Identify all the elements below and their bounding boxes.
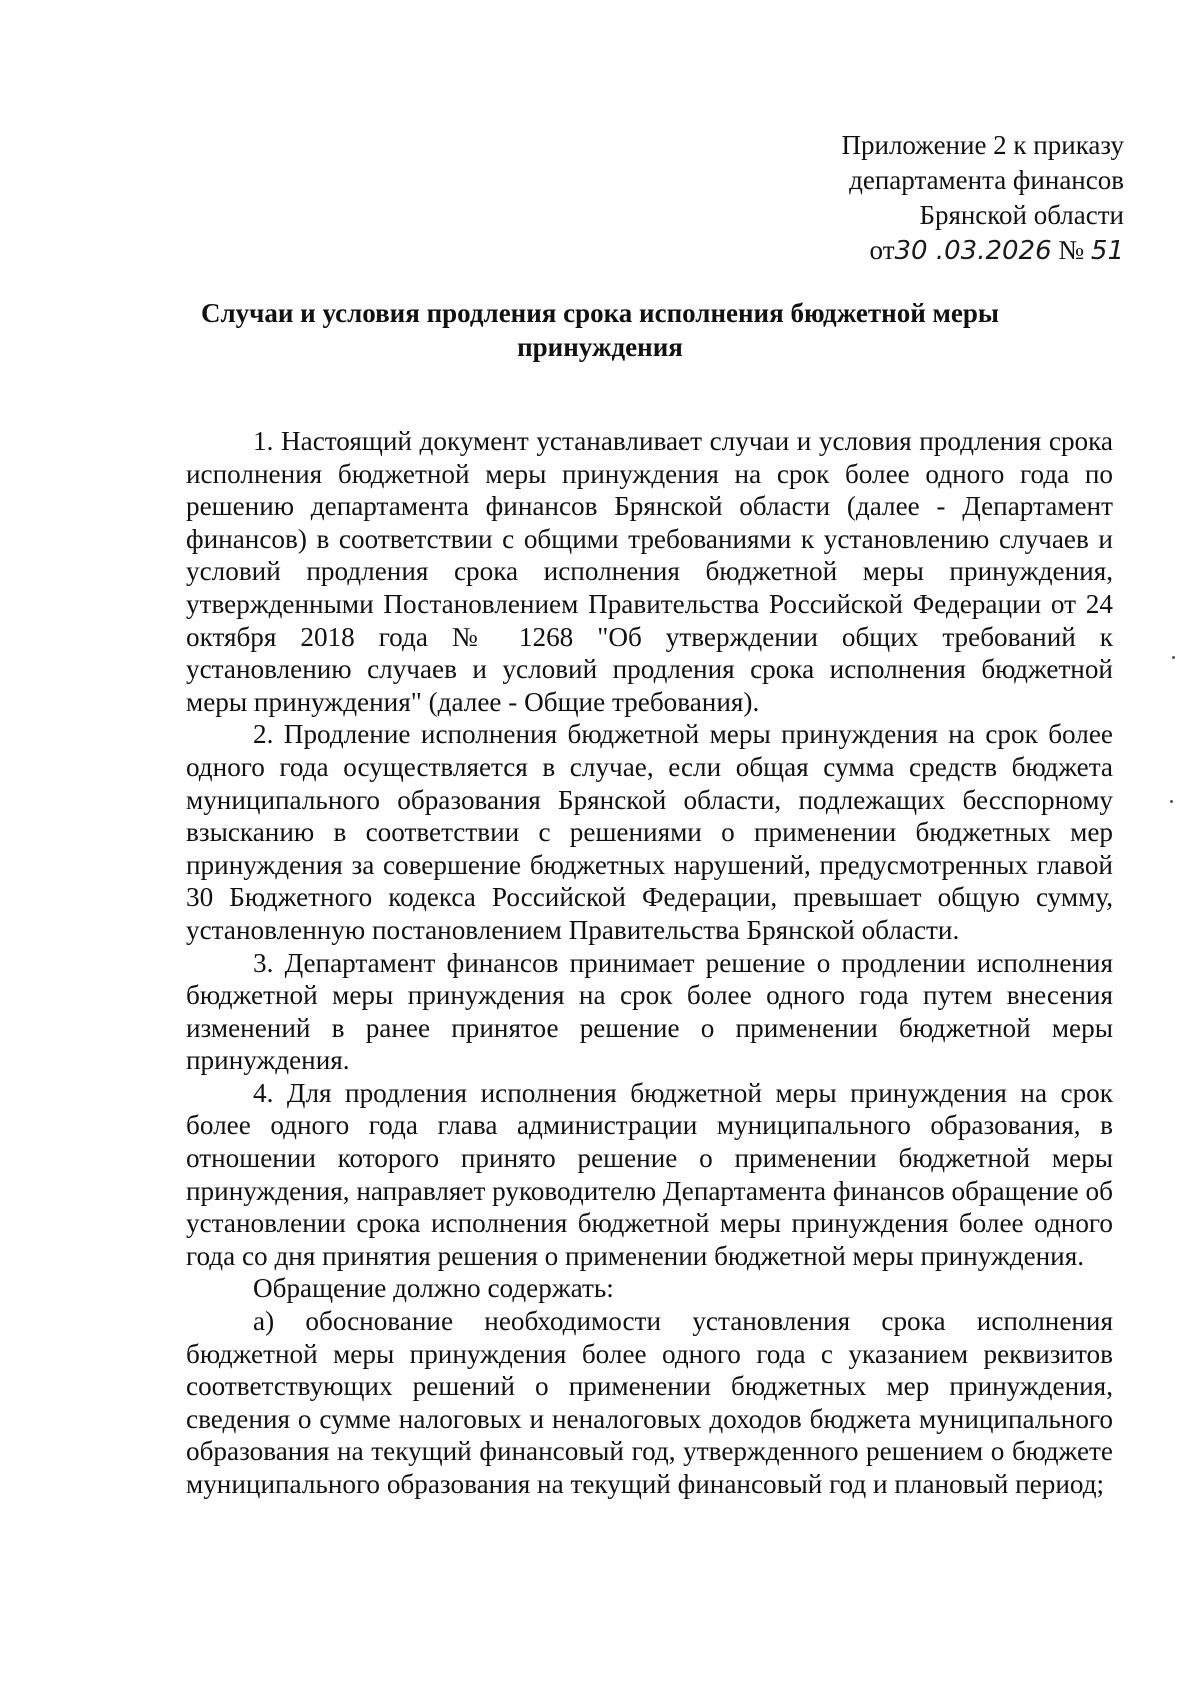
- paragraph-item-a: а) обоснование необходимости установления срока исполнения бюджетной меры принуждения более одного года с указанием реквизитов соответствующих решений о применении бюджетных мер принуждения, сведения о сумме налоговых и неналоговых доходов бюджета муниципального образования на текущий финансовый год, утвержденного решением о бюджете муниципального образования на текущий финансовый год и плановый период;: [186, 1306, 1113, 1499]
- appendix-line-1: Приложение 2 к приказу: [841, 130, 1124, 160]
- paragraph-appeal-intro: Обращение должно содержать:: [253, 1273, 614, 1304]
- scan-speck: [1170, 800, 1173, 803]
- order-reference: [842, 233, 1124, 269]
- paragraph-3: 3. Департамент финансов принимает решение о продлении исполнения бюджетной меры принуждения на срок более одного года путем внесения изменений в ранее принятое решение о применении бюджетной меры принуждения.: [186, 947, 1113, 1076]
- appendix-line-3: Брянской области: [919, 200, 1124, 230]
- paragraph-2: 2. Продление исполнения бюджетной меры принуждения на срок более одного года осуществляется в случае, если общая сумма средств бюджета муниципального образования Брянской области, подлежащих бесспорному взысканию в соответствии с решениями о применении бюджетных мер принуждения за совершение бюджетных нарушений, предусмотренных главой 30 Бюджетного кодекса Российской Федерации, превышает общую сумму, установленную постановлением Правительства Брянской области.: [186, 719, 1113, 945]
- title-line-1: Случаи и условия продления срока исполнения бюджетной меры: [200, 298, 1000, 328]
- document-title: [140, 296, 1060, 364]
- paragraph-4: 4. Для продления исполнения бюджетной меры принуждения на срок более одного года глава администрации муниципального образования, в отношении которого принято решение о применении бюджетной меры принуждения, направляет руководителю Департамента финансов обращение об установлении срока исполнения бюджетной меры принуждения более одного года со дня принятия решения о применении бюджетной меры принуждения.: [186, 1077, 1113, 1271]
- title-line-2: принуждения: [517, 332, 683, 362]
- order-number: 51: [1090, 236, 1124, 266]
- order-prefix: от: [869, 235, 895, 265]
- order-date: 30 .03.2026: [894, 236, 1052, 266]
- appendix-line-2: департамента финансов: [849, 165, 1124, 195]
- document-body: [186, 425, 1113, 1501]
- order-number-sign: №: [1058, 235, 1085, 265]
- scan-speck: [1172, 656, 1175, 659]
- paragraph-1: 1. Настоящий документ устанавливает случаи и условия продления срока исполнения бюджетной меры принуждения на срок более одного года по решению департамента финансов Брянской области (далее - Департамент финансов) в соответствии с общими требованиями к установлению случаев и условий продления срока исполнения бюджетной меры принуждения, утвержденными Постановлением Правительства Российской Федерации от 24 октября 2018 года № 1268 "Об утверждении общих требований к установлению случаев и условий продления срока исполнения бюджетной меры принуждения" (далее - Общие требования).: [186, 426, 1113, 717]
- appendix-header: [842, 128, 1124, 269]
